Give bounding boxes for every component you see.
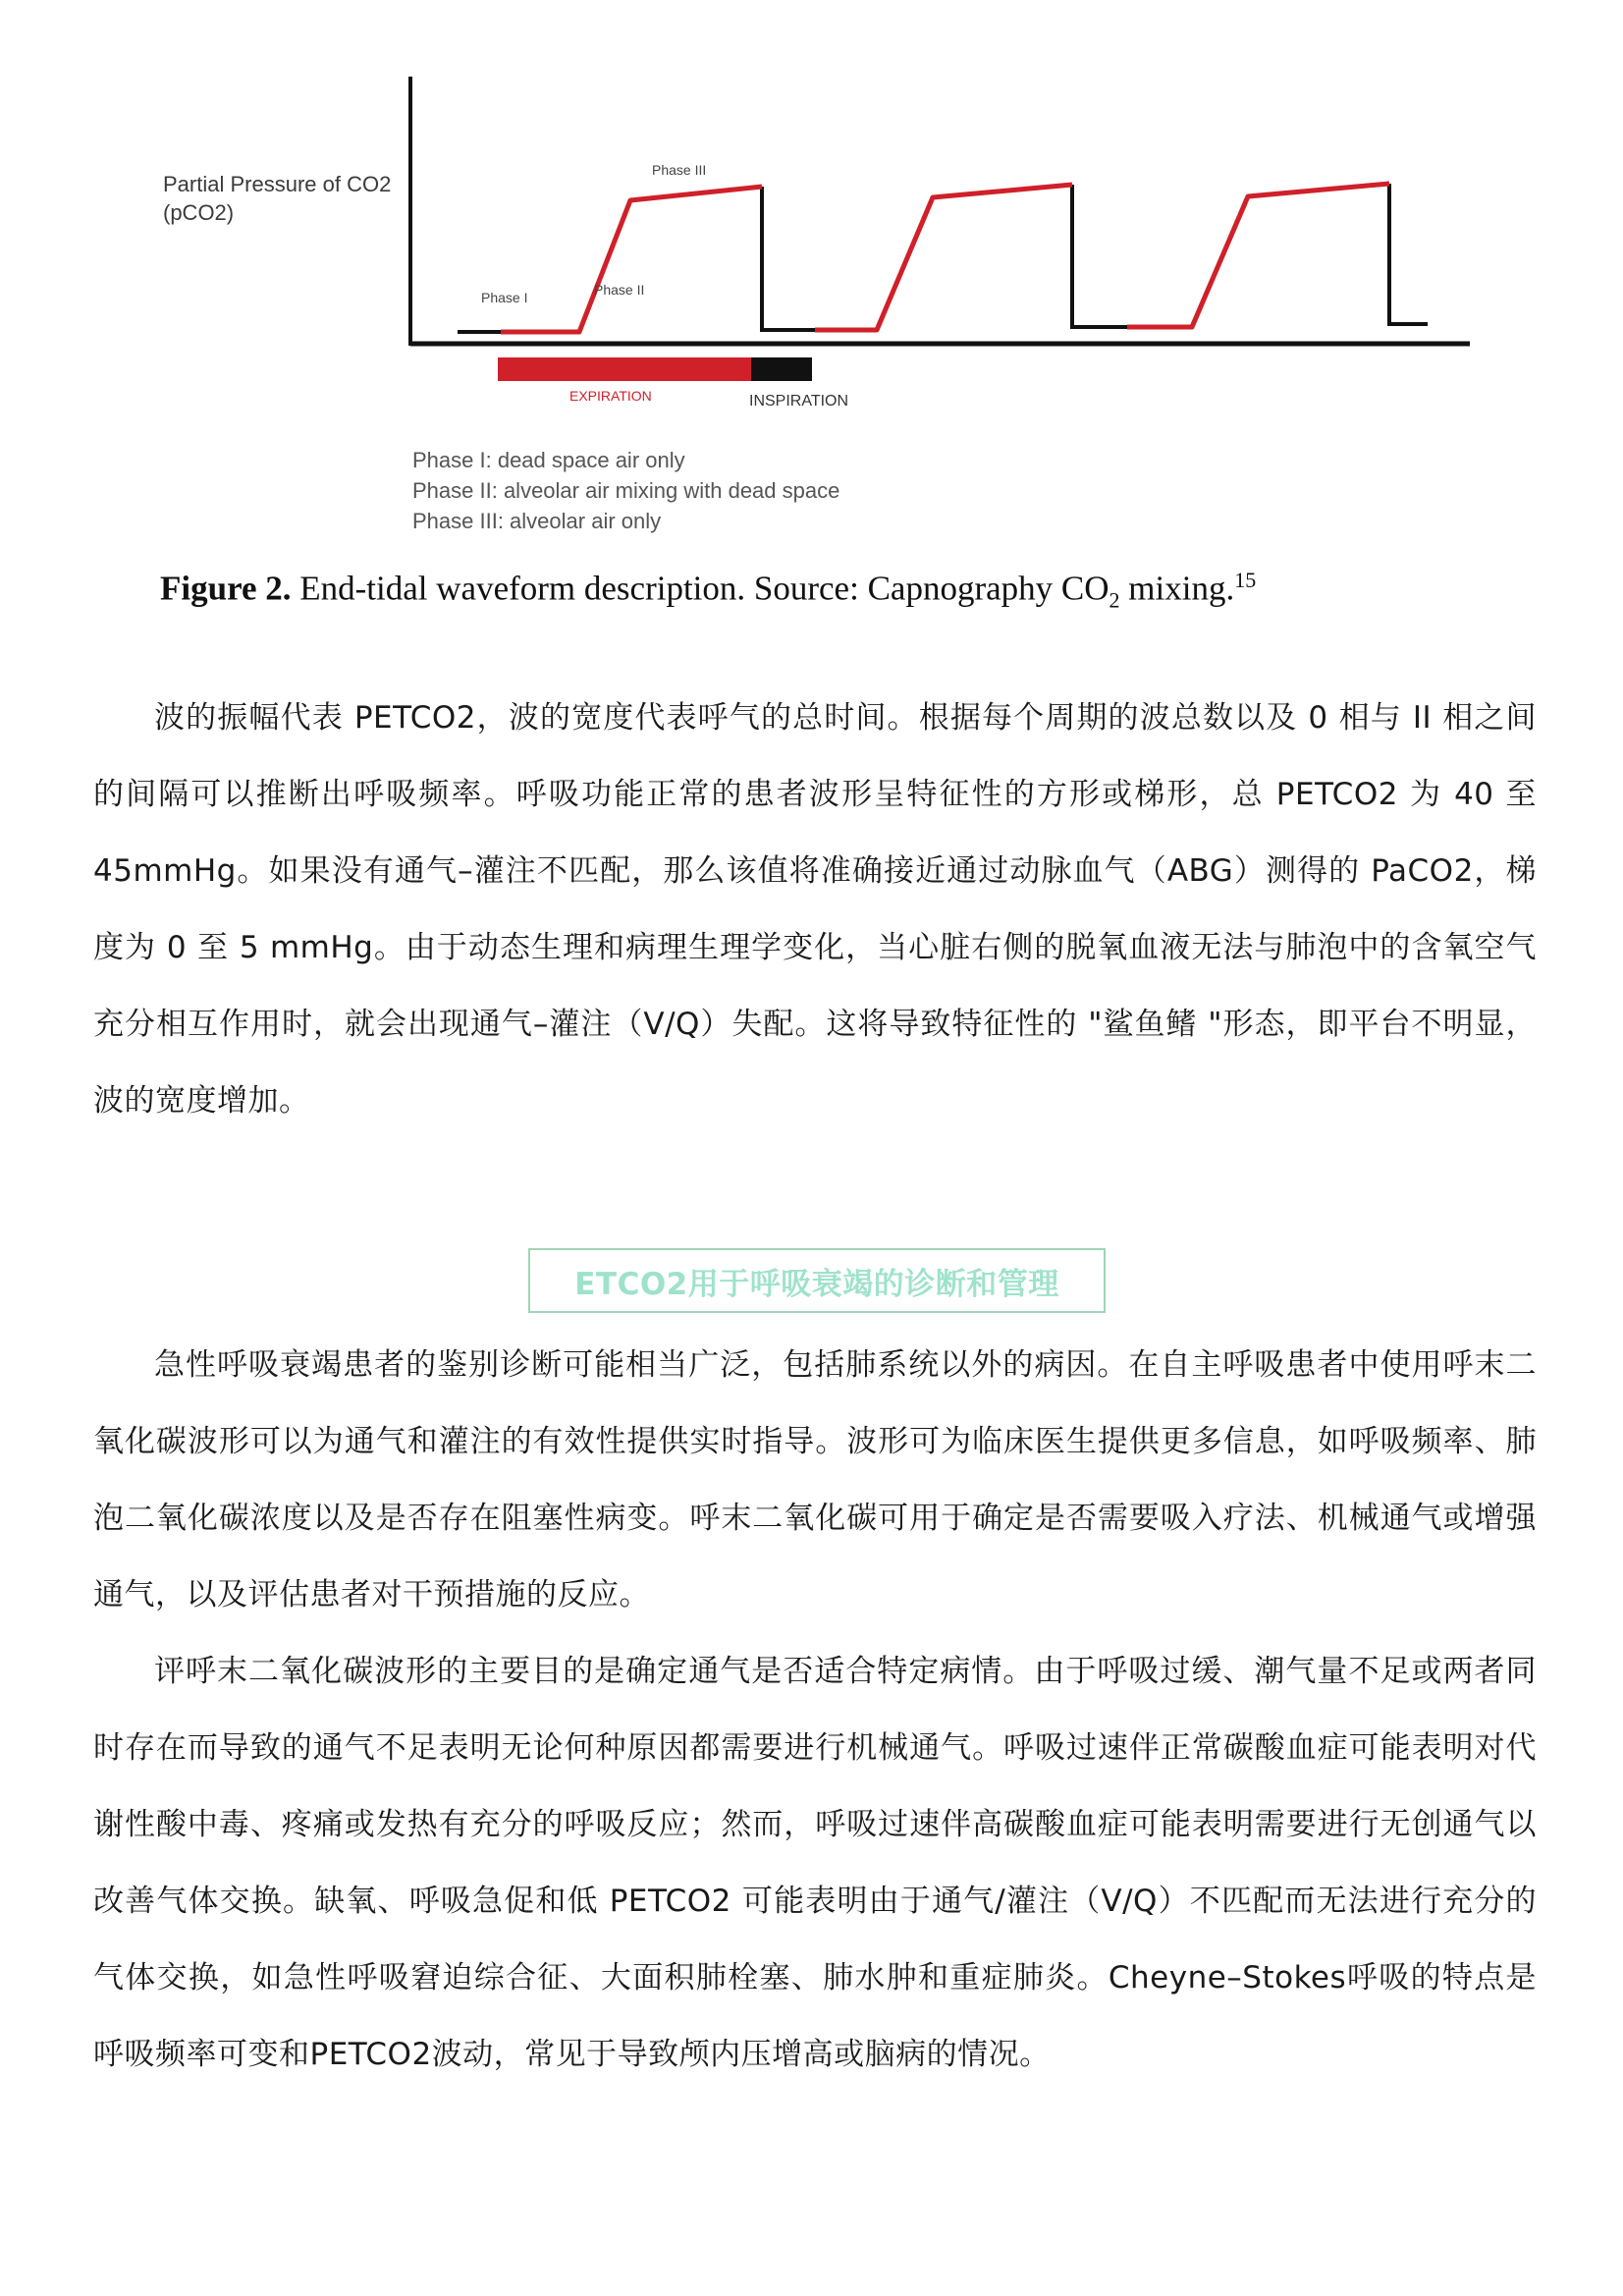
phase-label-3: Phase III — [652, 162, 707, 178]
paragraph-3: 评呼末二氧化碳波形的主要目的是确定通气是否适合特定病情。由于呼吸过缓、潮气量不足或两者同时存在而导致的通气不足表明无论何种原因都需要进行机械通气。呼吸过速伴正常碳酸血症可能表明对代谢性酸中毒、疼痛或发热有充分的呼吸反应；然而，呼吸过速伴高碳酸血症可能表明需要进行无创通气以改善气体交换。缺氧、呼吸急促和低 PETCO2 可能表明由于通气/灌注（V/Q）不匹配而无法进行充分的气体交换，如急性呼吸窘迫综合征、大面积肺栓塞、肺水肿和重症肺炎。Cheyne–Stokes呼吸的特点是呼吸频率可变和PETCO2波动，常见于导致颅内压增高或脑病的情况。 — [93, 1654, 1537, 2072]
caption-subscript: 2 — [1109, 587, 1120, 613]
waveform — [501, 184, 1389, 332]
inspiration-label: INSPIRATION — [749, 393, 849, 410]
waveform-cycle-2 — [815, 185, 1072, 330]
figure-caption — [160, 568, 1535, 614]
section-heading: ETCO2用于呼吸衰竭的诊断和管理 — [574, 1266, 1059, 1302]
caption-label: Figure 2. — [160, 569, 292, 608]
caption-ref: 15 — [1234, 568, 1257, 592]
expiration-bar — [498, 357, 751, 381]
phase-label-2: Phase II — [594, 282, 645, 298]
paragraph-1: 波的振幅代表 PETCO2，波的宽度代表呼气的总时间。根据每个周期的波总数以及 0 相与 II 相之间的间隔可以推断出呼吸频率。呼吸功能正常的患者波形呈特征性的方形或梯形，总 PETCO2 为 40 至 45mmHg。如果没有通气–灌注不匹配，那么该值将准确接近通过动脉血气（ABG）测得的 PaCO2，梯度为 0 至 5 mmHg。由于动态生理和病理生理学变化，当心脏右侧的脱氧血液无法与肺泡中的含氧空气充分相互作用时，就会出现通气–灌注（V/Q）失配。这将导致特征性的 "鲨鱼鳍 "形态，即平台不明显，波的宽度增加。 — [93, 700, 1537, 1119]
baseline-segments — [458, 184, 1428, 332]
caption-text: End-tidal waveform description. Source: Capnography CO — [299, 569, 1109, 608]
section-heading-box — [528, 1248, 1106, 1313]
inspiration-bar — [751, 357, 812, 381]
expiration-label: EXPIRATION — [569, 388, 652, 404]
paragraph-2: 急性呼吸衰竭患者的鉴别诊断可能相当广泛，包括肺系统以外的病因。在自主呼吸患者中使用呼末二氧化碳波形可以为通气和灌注的有效性提供实时指导。波形可为临床医生提供更多信息，如呼吸频率、肺泡二氧化碳浓度以及是否存在阻塞性病变。呼末二氧化碳可用于确定是否需要吸入疗法、机械通气或增强通气，以及评估患者对干预措施的反应。 — [93, 1347, 1537, 1613]
phase-label-1: Phase I — [481, 290, 528, 305]
ylabel-line2: (pCO2) — [163, 200, 235, 225]
legend-phase-2: Phase II: alveolar air mixing with dead space — [412, 478, 840, 503]
legend-phase-1: Phase I: dead space air only — [412, 448, 685, 472]
waveform-cycle-1 — [501, 187, 762, 332]
legend-phase-3: Phase III: alveolar air only — [412, 509, 662, 533]
caption-text-after: mixing. — [1119, 569, 1235, 608]
capnography-figure — [0, 0, 1623, 550]
ylabel-line1: Partial Pressure of CO2 — [163, 172, 392, 196]
waveform-cycle-3 — [1127, 184, 1389, 327]
